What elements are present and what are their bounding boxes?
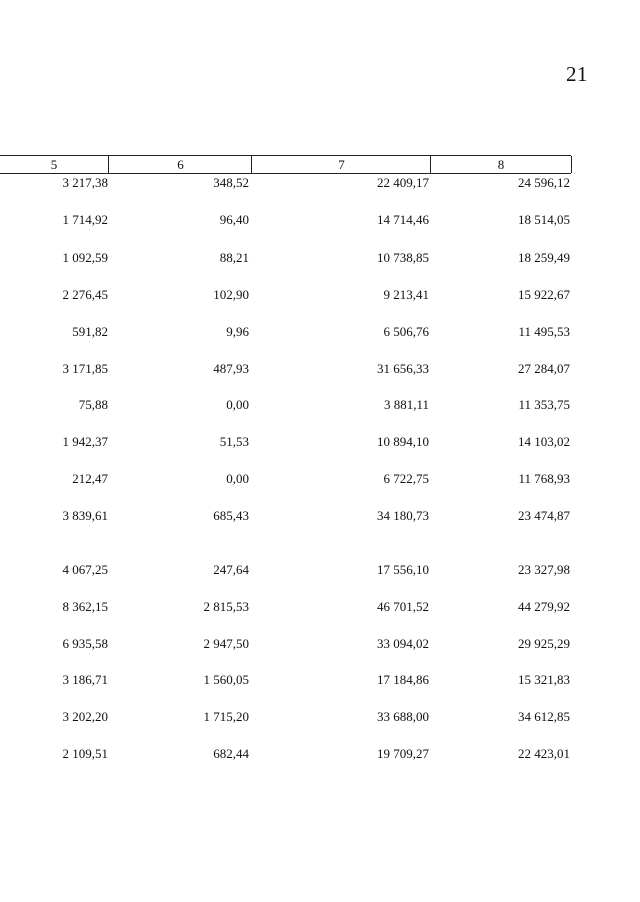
table-cell: 591,82 <box>72 324 108 339</box>
table-row <box>0 562 571 578</box>
table-row <box>0 434 571 450</box>
table-cell: 19 709,27 <box>377 746 429 761</box>
table-cell: 3 839,61 <box>62 508 108 523</box>
table-cell: 24 596,12 <box>518 175 570 190</box>
table-row <box>0 175 571 191</box>
table-cell: 18 514,05 <box>518 212 570 227</box>
table-cell: 23 327,98 <box>518 562 570 577</box>
table-cell: 11 495,53 <box>518 324 570 339</box>
table-cell: 0,00 <box>226 471 249 486</box>
table-cell: 1 560,05 <box>203 672 249 687</box>
table-row <box>0 672 571 688</box>
table-cell: 2 109,51 <box>62 746 108 761</box>
table-row <box>0 324 571 340</box>
column-header-6: 6 <box>108 156 252 173</box>
table-cell: 212,47 <box>72 471 108 486</box>
table-cell: 2 815,53 <box>203 599 249 614</box>
table-cell: 9 213,41 <box>383 287 429 302</box>
table-cell: 75,88 <box>78 397 108 412</box>
table-cell: 4 067,25 <box>62 562 108 577</box>
table-cell: 33 094,02 <box>377 636 429 651</box>
table-cell: 3 881,11 <box>383 397 429 412</box>
table-cell: 3 217,38 <box>62 175 108 190</box>
table-cell: 6 935,58 <box>62 636 108 651</box>
table-cell: 3 186,71 <box>62 672 108 687</box>
table-cell: 682,44 <box>213 746 249 761</box>
table-row <box>0 636 571 652</box>
table-cell: 2 947,50 <box>203 636 249 651</box>
table-cell: 15 321,83 <box>518 672 570 687</box>
table-cell: 14 103,02 <box>518 434 570 449</box>
table-cell: 88,21 <box>219 250 249 265</box>
table-cell: 96,40 <box>219 212 249 227</box>
table-cell: 11 768,93 <box>518 471 570 486</box>
table-cell: 22 423,01 <box>518 746 570 761</box>
table-cell: 44 279,92 <box>518 599 570 614</box>
table-cell: 14 714,46 <box>377 212 429 227</box>
table-cell: 487,93 <box>213 361 249 376</box>
column-header-5: 5 <box>50 157 58 172</box>
table-row <box>0 709 571 725</box>
table-cell: 46 701,52 <box>377 599 429 614</box>
table-cell: 34 180,73 <box>377 508 429 523</box>
table-cell: 31 656,33 <box>377 361 429 376</box>
table-cell: 9,96 <box>226 324 249 339</box>
table-row <box>0 287 571 303</box>
table-cell: 348,52 <box>213 175 249 190</box>
table-cell: 22 409,17 <box>377 175 429 190</box>
table-row <box>0 508 571 524</box>
table-cell: 0,00 <box>226 397 249 412</box>
table-cell: 33 688,00 <box>377 709 429 724</box>
table-cell: 247,64 <box>213 562 249 577</box>
table-row <box>0 361 571 377</box>
table-row <box>0 746 571 762</box>
table-cell: 18 259,49 <box>518 250 570 265</box>
column-header-8: 8 <box>430 156 572 173</box>
table-cell: 15 922,67 <box>518 287 570 302</box>
table-cell: 34 612,85 <box>518 709 570 724</box>
table-cell: 3 202,20 <box>62 709 108 724</box>
table-cell: 10 738,85 <box>377 250 429 265</box>
table-cell: 3 171,85 <box>62 361 108 376</box>
table-header-row <box>0 155 571 174</box>
table-cell: 6 722,75 <box>383 471 429 486</box>
page-number: 21 <box>566 62 588 86</box>
table-cell: 51,53 <box>219 434 249 449</box>
column-header-7: 7 <box>251 156 431 173</box>
table-cell: 23 474,87 <box>518 508 570 523</box>
table-cell: 17 556,10 <box>377 562 429 577</box>
table-cell: 1 092,59 <box>62 250 108 265</box>
table-row <box>0 212 571 228</box>
table-cell: 1 714,92 <box>62 212 108 227</box>
table-row <box>0 599 571 615</box>
table-cell: 6 506,76 <box>383 324 429 339</box>
table-cell: 10 894,10 <box>377 434 429 449</box>
table-row <box>0 397 571 413</box>
table-row <box>0 471 571 487</box>
table-cell: 102,90 <box>213 287 249 302</box>
table-cell: 2 276,45 <box>62 287 108 302</box>
table-cell: 685,43 <box>213 508 249 523</box>
table-cell: 1 715,20 <box>203 709 249 724</box>
table-cell: 8 362,15 <box>62 599 108 614</box>
table-cell: 1 942,37 <box>62 434 108 449</box>
table-cell: 17 184,86 <box>377 672 429 687</box>
table-row <box>0 250 571 266</box>
table-cell: 29 925,29 <box>518 636 570 651</box>
table-cell: 27 284,07 <box>518 361 570 376</box>
table-cell: 11 353,75 <box>518 397 570 412</box>
